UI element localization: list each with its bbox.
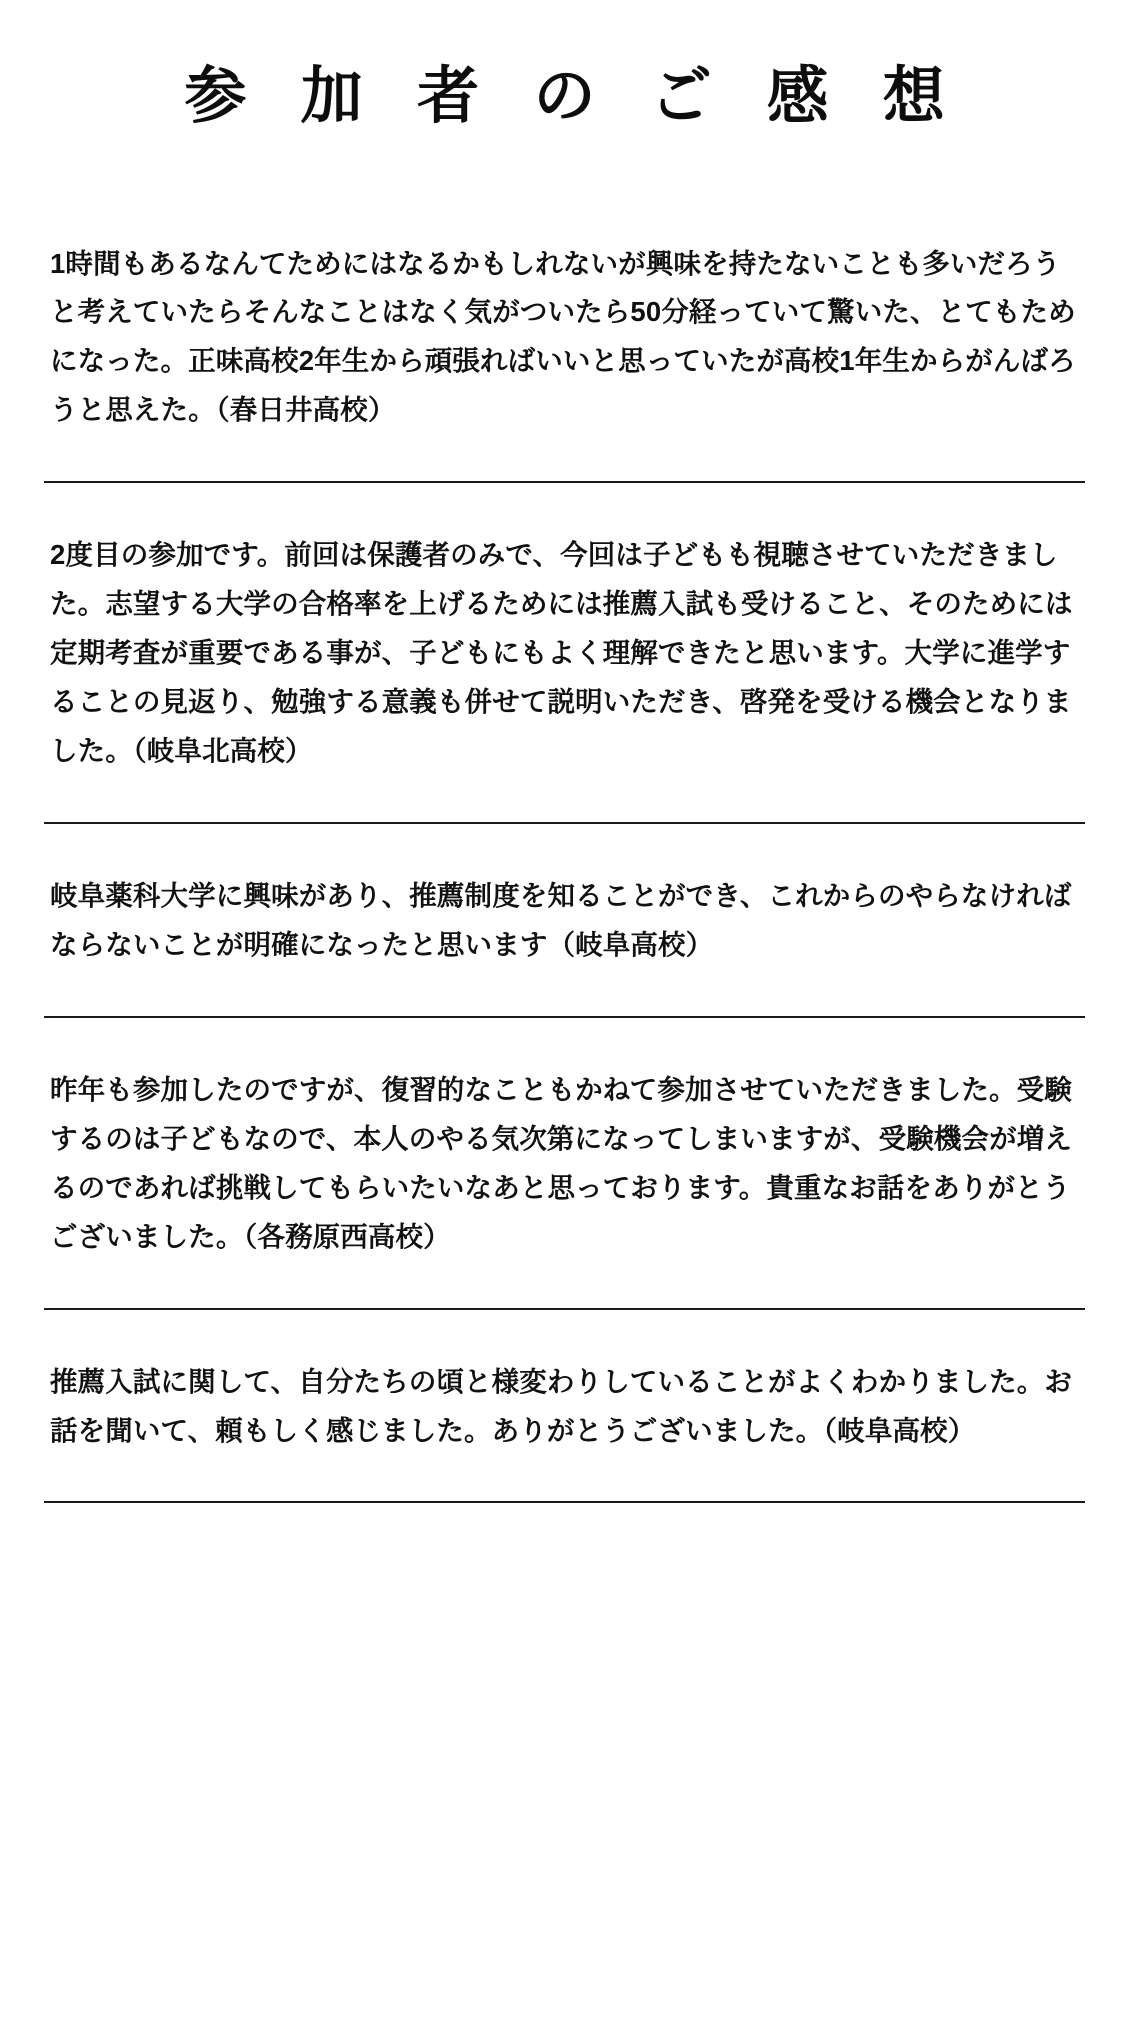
- page-title: 参 加 者 の ご 感 想: [184, 62, 964, 131]
- spacer: [0, 483, 1129, 531]
- list-item: [0, 1066, 1129, 1262]
- spacer: [0, 970, 1129, 1016]
- spacer: [0, 824, 1129, 872]
- testimonial-list: [0, 136, 1129, 1504]
- testimonial-text: 昨年も参加したのですが、復習的なこともかねて参加させていただきました。受験するのは子どもなので、本人のやる気次第になってしまいますが、受験機会が増えるのであれば挑戦してもらいたいなあと思っております。貴重なお話をありがとうございました。（各務原西高校）: [50, 1073, 1073, 1252]
- testimonial-text: 1時間もあるなんてためにはなるかもしれないが興味を持たないことも多いだろうと考えていたらそんなことはなく気がついたら50分経っていて驚いた、とてもためになった。正味高校2年生から頑張ればいいと思っていたが高校1年生からがんばろうと思えた。（春日井高校）: [50, 247, 1076, 426]
- spacer: [0, 1262, 1129, 1308]
- list-item: [0, 872, 1129, 970]
- list-item: [0, 531, 1129, 776]
- list-item: [0, 1358, 1129, 1456]
- spacer: [0, 1018, 1129, 1066]
- list-item: [0, 240, 1129, 436]
- testimonial-text: 2度目の参加です。前回は保護者のみで、今回は子どもも視聴させていただきました。志望する大学の合格率を上げるためには推薦入試も受けること、そのためには定期考査が重要である事が、子どもにもよく理解できたと思います。大学に進学することの見返り、勉強する意義も併せて説明いただき、啓発を受ける機会となりました。（岐阜北高校）: [50, 539, 1073, 766]
- spacer: [0, 776, 1129, 822]
- divider: [44, 1501, 1085, 1503]
- testimonial-text: 岐阜薬科大学に興味があり、推薦制度を知ることができ、これからのやらなければならないことが明確になったと思います（岐阜高校）: [50, 879, 1072, 960]
- spacer: [0, 1455, 1129, 1501]
- testimonial-text: 推薦入試に関して、自分たちの頃と様変わりしていることがよくわかりました。お話を聞いて、頼もしく感じました。ありがとうございました。（岐阜高校）: [50, 1365, 1073, 1446]
- spacer: [0, 435, 1129, 481]
- spacer: [0, 1310, 1129, 1358]
